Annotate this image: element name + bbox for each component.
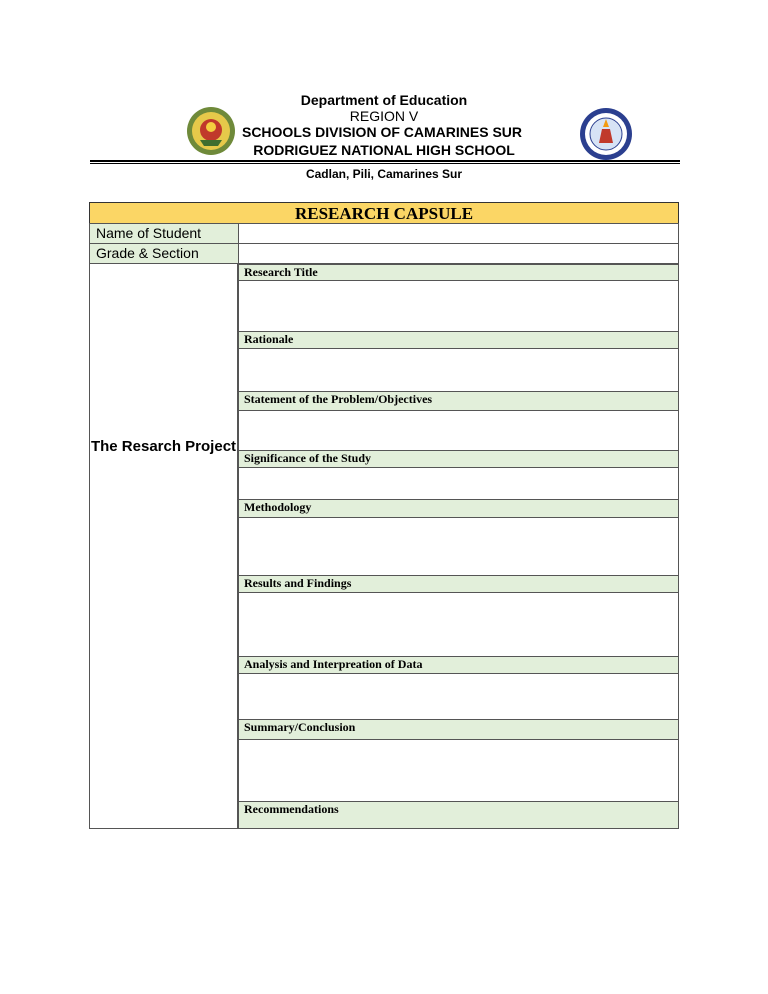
section-header-significance: Significance of the Study	[238, 450, 679, 468]
section-header-analysis: Analysis and Interpreation of Data	[238, 656, 679, 674]
research-title-field[interactable]	[238, 280, 679, 332]
region-heading: REGION V	[349, 108, 419, 124]
section-header-summary: Summary/Conclusion	[238, 719, 679, 740]
form-title: RESEARCH CAPSULE	[89, 202, 679, 224]
section-header-research-title: Research Title	[238, 264, 679, 281]
header-rule-thin	[90, 163, 680, 164]
name-of-student-label: Name of Student	[89, 223, 239, 244]
department-heading: Department of Education	[300, 92, 468, 108]
section-header-problem-objectives: Statement of the Problem/Objectives	[238, 391, 679, 411]
grade-section-field[interactable]	[238, 243, 679, 264]
summary-field[interactable]	[238, 739, 679, 802]
significance-field[interactable]	[238, 467, 679, 500]
school-heading: RODRIGUEZ NATIONAL HIGH SCHOOL	[253, 142, 515, 158]
header-rule	[90, 160, 680, 162]
grade-section-label: Grade & Section	[89, 243, 239, 264]
rationale-field[interactable]	[238, 348, 679, 392]
methodology-field[interactable]	[238, 517, 679, 576]
problem-objectives-field[interactable]	[238, 410, 679, 451]
project-label-cell	[89, 263, 238, 829]
name-of-student-field[interactable]	[238, 223, 679, 244]
school-address: Cadlan, Pili, Camarines Sur	[305, 167, 463, 181]
section-header-rationale: Rationale	[238, 331, 679, 349]
project-label: The Resarch Project	[90, 438, 237, 455]
division-heading: SCHOOLS DIVISION OF CAMARINES SUR	[241, 124, 523, 140]
section-header-recommendations: Recommendations	[238, 801, 679, 829]
results-field[interactable]	[238, 592, 679, 657]
section-header-results: Results and Findings	[238, 575, 679, 593]
analysis-field[interactable]	[238, 673, 679, 720]
section-header-methodology: Methodology	[238, 499, 679, 518]
